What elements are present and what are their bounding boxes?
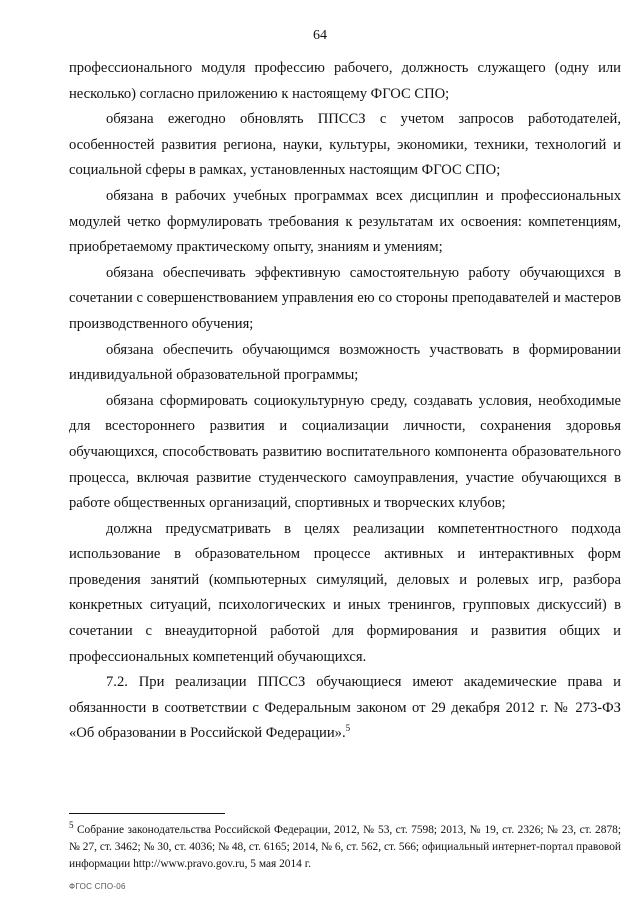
footer-stamp: ФГОС СПО-06 bbox=[69, 882, 126, 891]
footnote-reference[interactable]: 5 bbox=[345, 723, 351, 734]
footnote-divider bbox=[69, 813, 225, 814]
paragraph-individual-program: обязана обеспечить обучающимся возможность участвовать в формировании индивидуальной образовательной программы; bbox=[69, 341, 621, 384]
section-7-2 bbox=[69, 670, 621, 747]
paragraph-independent-work: обязана обеспечивать эффективную самостоятельную работу обучающихся в сочетании с совершенствованием управления ею со стороны преподавателей и мастеров производственного обучения; bbox=[69, 264, 621, 332]
paragraph-continuation: профессионального модуля профессию рабочего, должность служащего (одну или несколько) согласно приложению к настоящему ФГОС СПО; bbox=[69, 60, 621, 102]
footnote-text: Собрание законодательства Российской Федерации, 2012, № 53, ст. 7598; 2013, № 19, ст. 2326; № 23, ст. 2878; № 27, ст. 3462; № 30, ст. 4036; № 48, ст. 6165; 2014, № 6, ст. 562, ст. 566; официальный интернет-портал правовой информации http://www.pravo.gov.ru, 5 мая 2014 г. bbox=[69, 824, 621, 870]
paragraph-sociocultural-environment: обязана сформировать социокультурную среду, создавать условия, необходимые для всестороннего развития и социализации личности, сохранения здоровья обучающихся, способствовать развитию воспитательного компонента образовательного процесса, включая развитие студенческого самоуправления, участие обучающихся в работе общественных организаций, спортивных и творческих клубов; bbox=[69, 392, 621, 512]
page-number: 64 bbox=[313, 28, 327, 43]
paragraph-update-program: обязана ежегодно обновлять ППССЗ с учетом запросов работодателей, особенностей развития региона, науки, культуры, экономики, техники, технологий и социальной сферы в рамках, установленных настоящим ФГОС СПО; bbox=[69, 111, 621, 179]
paragraph-interactive-forms: должна предусматривать в целях реализации компетентностного подхода использование в образовательном процессе активных и интерактивных форм проведения занятий (компьютерных симуляций, деловых и ролевых игр, разбора конкретных ситуаций, психологических и иных тренингов, групповых дискуссий) в сочетании с внеаудиторной работой для формирования и развития общих и профессиональных компетенций обучающихся. bbox=[69, 520, 621, 665]
footnote-marker: 5 bbox=[69, 820, 74, 831]
footnote bbox=[69, 822, 621, 873]
document-body bbox=[69, 56, 621, 747]
section-7-2-text: 7.2. При реализации ППССЗ обучающиеся имеют академические права и обязанности в соответствии с Федеральным законом от 29 декабря 2012 г. № 273-ФЗ «Об образовании в Российской Федерации». bbox=[69, 674, 621, 742]
paragraph-work-programs: обязана в рабочих учебных программах всех дисциплин и профессиональных модулей четко формулировать требования к результатам их освоения: компетенциям, приобретаемому практическому опыту, знаниям и умениям; bbox=[69, 187, 621, 256]
